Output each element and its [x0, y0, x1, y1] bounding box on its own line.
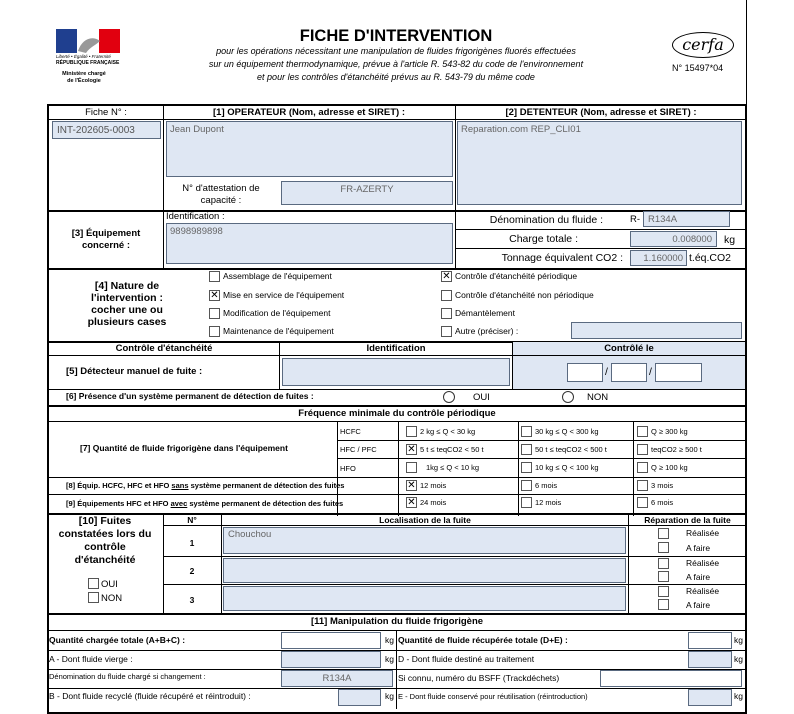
cerfa-number: N° 15497*04 [672, 63, 724, 73]
fuites-label-1: [10] Fuites [78, 515, 132, 527]
fuite-row-3-loc-field[interactable] [223, 586, 626, 611]
nature-label-4: plusieurs cases [87, 316, 167, 328]
hfc-opt1-label: 5 t ≤ teqCO2 < 50 t [420, 445, 484, 454]
fuites-non-label: NON [101, 593, 123, 604]
republique-logo [56, 29, 120, 53]
row-hfo-name: HFO [340, 464, 356, 473]
hfo-opt2-checkbox[interactable] [521, 462, 532, 473]
fuite-row-3-realisee-checkbox[interactable] [658, 586, 669, 597]
q8-opt3-checkbox[interactable] [637, 480, 648, 491]
subtitle-line-3: et pour les contrôles d'étanchéité prévus au R. 543-79 du même code [257, 72, 535, 82]
subtitle-line-1: pour les opérations nécessitant une manipulation de fluides frigorigènes fluorés effectuées [216, 46, 576, 56]
nature-checkbox-mise-en-service[interactable]: ✕ [210, 290, 219, 301]
co2-unit: t.éq.CO2 [689, 252, 732, 264]
fuites-non-checkbox[interactable] [88, 592, 99, 603]
q8-opt3-label: 3 mois [651, 481, 674, 490]
nature-checkbox-modification[interactable] [209, 308, 220, 319]
attestation-label-1: N° d'attestation de [182, 183, 260, 194]
hcfc-opt1-label: 2 kg ≤ Q < 30 kg [420, 427, 476, 436]
nature-label-2: l'intervention : [91, 292, 163, 304]
q9-opt1-checkbox[interactable]: ✕ [407, 497, 416, 508]
fuite-row-1-loc-field[interactable] [223, 527, 626, 554]
date-sep-1: / [605, 366, 608, 378]
fuite-row-2-loc-field[interactable] [223, 558, 626, 583]
nature-option-demantelement: Démantèlement [455, 308, 516, 318]
equipement-label-2: concerné : [81, 240, 131, 251]
nature-checkbox-maintenance[interactable] [209, 326, 220, 337]
identification-header: Identification [366, 343, 426, 354]
hcfc-opt3-label: Q ≥ 300 kg [651, 427, 688, 436]
q8-opt2-label: 6 mois [535, 481, 558, 490]
fluide-conserve-field[interactable] [688, 689, 732, 706]
fuite-row-1-realisee-checkbox[interactable] [658, 528, 669, 539]
fluide-change-label: Dénomination du fluide chargé si changement : [49, 672, 206, 681]
fluide-recycle-unit: kg [385, 691, 394, 701]
hfc-opt3-label: teqCO2 ≥ 500 t [651, 445, 702, 454]
identification-value: 9898989898 [170, 226, 223, 237]
fuite-row-2-realisee: Réalisée [686, 558, 720, 568]
gov-motto: Liberté • Égalité • Fraternité [56, 54, 111, 59]
q9-opt3-label: 6 mois [651, 498, 674, 507]
hfo-opt3-label: Q ≥ 100 kg [651, 463, 688, 472]
fuites-col-rep: Réparation de la fuite [644, 515, 731, 525]
fluide-vierge-unit: kg [385, 654, 394, 664]
fluide-vierge-field[interactable] [281, 651, 381, 668]
nature-checkbox-autre[interactable] [441, 326, 452, 337]
fluide-traitement-field[interactable] [688, 651, 732, 668]
q8-opt2-checkbox[interactable] [521, 480, 532, 491]
cerfa-logo [672, 32, 734, 58]
fuite-row-1-afaire-checkbox[interactable] [658, 542, 669, 553]
q7-label: [7] Quantité de fluide frigorigène dans l'équipement [80, 443, 288, 453]
q8-emph: sans [171, 481, 189, 490]
marianne-flag-icon [56, 29, 120, 53]
nature-checkbox-demantelement[interactable] [441, 308, 452, 319]
qte-recuperee-field[interactable] [688, 632, 732, 649]
nature-label-3: cocher une ou [91, 304, 163, 316]
charge-value: 0.008000 [672, 234, 712, 245]
fuites-col-no: N° [187, 515, 197, 525]
identification-label: Identification : [166, 211, 225, 222]
fuite-row-2-realisee-checkbox[interactable] [658, 558, 669, 569]
fuite-row-3-afaire-checkbox[interactable] [658, 599, 669, 610]
fiche-label: Fiche N° : [85, 107, 127, 118]
fluid-label: Dénomination du fluide : [489, 214, 603, 226]
fluide-recycle-field[interactable] [338, 689, 381, 706]
q8-prefix: [8] Équip. HCFC, HFC et HFO [66, 481, 172, 490]
nature-option-modification: Modification de l'équipement [223, 308, 331, 318]
fuite-row-3-no: 3 [189, 595, 195, 605]
fluide-traitement-label: D - Dont fluide destiné au traitement [398, 654, 535, 664]
fuites-oui-label: OUI [101, 579, 118, 590]
hfc-opt2-label: 50 t ≤ teqCO2 < 500 t [535, 445, 607, 454]
q8-opt1-checkbox[interactable]: ✕ [407, 480, 416, 491]
detecteur-field[interactable] [282, 358, 510, 386]
qte-chargee-label: Quantité chargée totale (A+B+C) : [49, 635, 186, 645]
qte-chargee-unit: kg [385, 635, 394, 645]
fuites-oui-checkbox[interactable] [88, 578, 99, 589]
nature-option-autre: Autre (préciser) : [455, 326, 519, 336]
fuite-row-1-realisee: Réalisée [686, 528, 720, 538]
q9-opt2-checkbox[interactable] [521, 497, 532, 508]
q8-suffix: système permanent de détection des fuites [188, 481, 345, 490]
bsff-label: Si connu, numéro du BSFF (Trackdéchets) [398, 673, 560, 683]
hfo-opt3-checkbox[interactable] [637, 462, 648, 473]
detenteur-label: [2] DETENTEUR (Nom, adresse et SIRET) : [505, 107, 697, 118]
hcfc-opt3-checkbox[interactable] [637, 426, 648, 437]
fuite-row-2-no: 2 [189, 566, 195, 576]
ministry-line-2: de l'Écologie [67, 78, 101, 84]
hfo-opt1-checkbox[interactable] [406, 462, 417, 473]
nature-option-assemblage: Assemblage de l'équipement [223, 271, 332, 281]
autre-field[interactable] [571, 322, 742, 339]
hfo-opt2-label: 10 kg ≤ Q < 100 kg [535, 463, 599, 472]
cerfa-logo-text: cerfa [682, 35, 724, 54]
nature-option-controle-non-periodique: Contrôle d'étanchéité non périodique [455, 290, 594, 300]
fuite-row-1-no: 1 [189, 538, 195, 548]
operateur-label: [1] OPERATEUR (Nom, adresse et SIRET) : [213, 107, 405, 118]
fuite-row-2-afaire: A faire [686, 572, 711, 582]
hfc-opt1-checkbox[interactable]: ✕ [407, 444, 416, 455]
hfo-opt1-label: 1kg ≤ Q < 10 kg [426, 463, 480, 472]
page-title: FICHE D'INTERVENTION [299, 27, 493, 45]
nature-option-maintenance: Maintenance de l'équipement [223, 326, 334, 336]
qte-recuperee-unit: kg [734, 635, 743, 645]
charge-label: Charge totale : [509, 233, 578, 245]
presence-non-label: NON [587, 392, 609, 403]
fluide-conserve-label: E - Dont fluide conservé pour réutilisation (réintroduction) [398, 692, 588, 701]
fuite-row-1-afaire: A faire [686, 543, 711, 553]
date-month-field[interactable] [611, 363, 647, 382]
fluide-vierge-label: A - Dont fluide vierge : [49, 654, 133, 664]
row-hcfc-name: HCFC [340, 427, 361, 436]
frequence-header: Fréquence minimale du contrôle périodique [298, 408, 496, 419]
fluid-prefix: R- [630, 214, 641, 225]
fuite-row-2-afaire-checkbox[interactable] [658, 571, 669, 582]
attestation-value: FR-AZERTY [340, 184, 394, 195]
fiche-number-value: INT-202605-0003 [57, 125, 135, 136]
fluide-traitement-unit: kg [734, 654, 743, 664]
q8-opt1-label: 12 mois [420, 481, 447, 490]
controle-header: Contrôle d'étanchéité [115, 343, 213, 354]
date-sep-2: / [649, 366, 652, 378]
date-year-field[interactable] [655, 363, 702, 382]
hcfc-opt2-label: 30 kg ≤ Q < 300 kg [535, 427, 599, 436]
bsff-field[interactable] [600, 670, 742, 687]
subtitle-line-2: sur un équipement thermodynamique, prévue à l'article R. 543-82 du code de l'environnement [208, 59, 584, 69]
nature-option-mise-en-service: Mise en service de l'équipement [223, 290, 345, 300]
hfc-opt3-checkbox[interactable] [637, 444, 648, 455]
qte-recuperee-label: Quantité de fluide récupérée totale (D+E) : [398, 635, 568, 645]
nature-checkbox-controle-non-periodique[interactable] [441, 290, 452, 301]
fluide-change-value: R134A [322, 673, 352, 684]
fluide-recycle-label: B - Dont fluide recyclé (fluide récupéré et réintroduit) : [49, 691, 251, 701]
fuites-label-2: constatées lors du [58, 528, 152, 540]
gov-name: RÉPUBLIQUE FRANÇAISE [56, 60, 120, 66]
fuites-label-4: d'étanchéité [74, 554, 136, 566]
nature-label-1: [4] Nature de [94, 280, 160, 292]
ministry-line-1: Ministère chargé [62, 71, 106, 77]
q9-opt1-label: 24 mois [420, 498, 447, 507]
fluide-conserve-unit: kg [734, 691, 743, 701]
nature-checkbox-assemblage[interactable] [209, 271, 220, 282]
hcfc-opt2-checkbox[interactable] [521, 426, 532, 437]
co2-label: Tonnage équivalent CO2 : [501, 252, 623, 264]
controle-le-header: Contrôlé le [604, 343, 654, 354]
presence-oui-label: OUI [473, 392, 490, 403]
manipulation-header: [11] Manipulation du fluide frigorigène [310, 616, 484, 627]
q9-opt3-checkbox[interactable] [637, 497, 648, 508]
fuite-row-1-loc: Chouchou [228, 529, 272, 540]
attestation-label-2: capacité : [200, 195, 242, 206]
presence-label: [6] Présence d'un système permanent de détection de fuites : [66, 391, 314, 401]
operateur-value: Jean Dupont [170, 124, 224, 135]
hfc-opt2-checkbox[interactable] [521, 444, 532, 455]
fuites-label-3: contrôle [84, 541, 126, 553]
detenteur-value: Reparation.com REP_CLI01 [461, 124, 581, 135]
qte-chargee-field[interactable] [281, 632, 381, 649]
q9-opt2-label: 12 mois [535, 498, 562, 507]
date-day-field[interactable] [567, 363, 603, 382]
fuite-row-3-afaire: A faire [686, 600, 711, 610]
q9-emph: avec [170, 499, 188, 508]
q9-suffix: système permanent de détection des fuites [187, 499, 344, 508]
q9-prefix: [9] Équipements HFC et HFO [66, 499, 171, 508]
q9-label [66, 500, 343, 508]
row-hfc-name: HFC / PFC [340, 445, 377, 454]
fluid-value: R134A [648, 214, 678, 225]
hcfc-opt1-checkbox[interactable] [406, 426, 417, 437]
presence-oui-radio[interactable] [443, 391, 455, 403]
presence-non-radio[interactable] [562, 391, 574, 403]
charge-unit: kg [724, 234, 736, 246]
fuite-row-3-realisee: Réalisée [686, 586, 720, 596]
fuites-col-loc: Localisation de la fuite [379, 515, 471, 525]
q8-label [66, 482, 344, 490]
nature-checkbox-controle-periodique[interactable]: ✕ [442, 271, 451, 282]
detecteur-label: [5] Détecteur manuel de fuite : [66, 366, 203, 377]
equipement-label-1: [3] Équipement [71, 228, 141, 239]
co2-value: 1.160000 [643, 253, 683, 264]
nature-option-controle-periodique: Contrôle d'étanchéité périodique [455, 271, 578, 281]
